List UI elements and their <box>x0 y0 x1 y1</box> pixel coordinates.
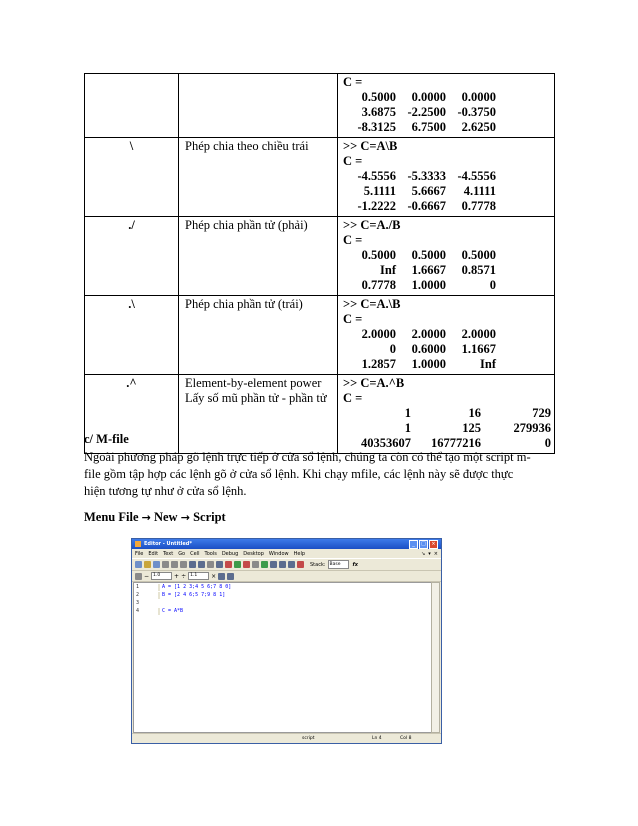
editor-title: Editor - Untitled* <box>144 541 192 547</box>
matrix-cell: 1.0000 <box>411 278 446 292</box>
operator-row <box>85 217 555 296</box>
matrix-cell: 6.7500 <box>411 120 446 134</box>
undo-icon[interactable] <box>189 561 196 568</box>
stack-select[interactable]: Base <box>328 560 349 569</box>
operator-example <box>338 74 555 138</box>
breakpoint-gutter[interactable] <box>158 584 160 591</box>
example-command: >> C=A.^B <box>343 376 405 390</box>
matrix-cell: 1.0000 <box>411 357 446 371</box>
operator-row <box>85 375 555 454</box>
menu-cell[interactable]: Cell <box>190 550 200 557</box>
copy-icon[interactable] <box>171 561 178 568</box>
open-folder-icon[interactable] <box>144 561 151 568</box>
stack-label: Stack: <box>310 561 326 568</box>
matrix-cell: 16777216 <box>431 436 481 450</box>
line-number: 4 <box>136 608 140 614</box>
vertical-scrollbar[interactable] <box>431 582 440 733</box>
example-command: >> C=A.\B <box>343 297 401 311</box>
cell-increment-field[interactable]: 1.1 <box>188 572 209 580</box>
matrix-cell: 2.0000 <box>411 327 446 341</box>
exit-debug-icon[interactable] <box>297 561 304 568</box>
line-number: 3 <box>136 600 140 606</box>
matrix-cell: 0.5000 <box>411 248 446 262</box>
code-line <box>134 599 431 607</box>
matrix-cell: 0.5000 <box>361 90 396 104</box>
code-text: A = [1 2 3;4 5 6;7 8 0] <box>162 584 232 590</box>
cut-icon[interactable] <box>162 561 169 568</box>
find-icon[interactable] <box>216 561 223 568</box>
line-number: 2 <box>136 592 140 598</box>
matrix-cell: -4.5556 <box>457 169 496 183</box>
paste-icon[interactable] <box>180 561 187 568</box>
result-matrix <box>343 406 554 451</box>
operator-table <box>84 73 555 454</box>
matlab-editor-icon <box>135 541 141 547</box>
menu-path <box>84 510 226 525</box>
matrix-row <box>343 342 554 357</box>
matrix-cell: 16 <box>468 406 481 420</box>
result-label: C = <box>343 233 363 247</box>
cell-toolbar <box>132 571 441 582</box>
status-line <box>372 736 382 741</box>
editor-statusbar <box>132 733 441 743</box>
operator-row <box>85 74 555 138</box>
step-out-icon[interactable] <box>288 561 295 568</box>
operator-symbol: .^ <box>85 375 179 454</box>
menu-desktop[interactable]: Desktop <box>243 550 264 557</box>
matrix-cell: 0 <box>544 436 551 450</box>
menu-help[interactable]: Help <box>293 550 306 557</box>
matrix-row <box>343 199 554 214</box>
matrix-cell: 125 <box>462 421 481 435</box>
code-area[interactable] <box>133 582 432 733</box>
matrix-cell: 0 <box>389 342 396 356</box>
matrix-row <box>343 90 554 105</box>
forward-icon[interactable] <box>234 561 241 568</box>
matrix-cell: 1 <box>404 406 411 420</box>
undock-icon[interactable]: ↘ <box>421 550 426 557</box>
back-icon[interactable] <box>225 561 232 568</box>
maximize-icon[interactable]: □ <box>419 540 428 549</box>
section-heading: c/ M-file <box>84 432 129 446</box>
result-label: C = <box>343 312 363 326</box>
status-col-label: Col <box>400 736 408 741</box>
matrix-cell: 2.0000 <box>461 327 496 341</box>
description-line: Phép chia phần tử (trái) <box>185 297 303 311</box>
operator-description <box>179 138 338 217</box>
description-line: Lấy số mũ phần tử - phần tử <box>185 391 327 405</box>
menu-file[interactable]: File <box>135 550 144 557</box>
cell-eval-advance-icon[interactable] <box>227 573 234 580</box>
matrix-row <box>343 184 554 199</box>
menubar-window-controls <box>421 551 438 557</box>
result-matrix <box>343 248 554 293</box>
result-matrix <box>343 327 554 372</box>
breakpoint-gutter[interactable] <box>158 608 160 615</box>
status-line-label: Ln <box>372 736 378 741</box>
minimize-icon[interactable]: _ <box>409 540 418 549</box>
save-icon[interactable] <box>153 561 160 568</box>
code-line <box>134 607 431 615</box>
dock-icon[interactable]: ▾ <box>428 550 431 557</box>
matrix-cell: 0.8571 <box>461 263 496 277</box>
minus-icon[interactable]: − <box>144 572 150 580</box>
code-text: C = A*B <box>162 608 184 614</box>
result-label: C = <box>343 391 363 405</box>
paragraph-line: file gồm tập hợp các lệnh gõ ở cửa sổ lệnh. Khi chạy mfile, các lệnh này sẽ được thực <box>84 467 514 481</box>
matrix-cell: 5.6667 <box>411 184 446 198</box>
status-file-type: script <box>302 736 315 741</box>
matrix-cell: 1.1667 <box>461 342 496 356</box>
matrix-cell: 0.7778 <box>361 278 396 292</box>
cell-eval-icon[interactable] <box>218 573 225 580</box>
operator-example <box>338 375 555 454</box>
matrix-cell: 1.6667 <box>411 263 446 277</box>
divide-icon[interactable]: ÷ <box>181 572 187 580</box>
line-number: 1 <box>136 584 140 590</box>
operator-symbol: ./ <box>85 217 179 296</box>
step-icon[interactable] <box>270 561 277 568</box>
operator-description <box>179 296 338 375</box>
breakpoint-icon[interactable] <box>243 561 250 568</box>
menu-text[interactable]: Text <box>163 550 174 557</box>
menu-tools[interactable]: Tools <box>204 550 217 557</box>
menu-window[interactable]: Window <box>268 550 289 557</box>
description-line: Phép chia theo chiều trái <box>185 139 309 153</box>
matrix-row <box>343 278 554 293</box>
matrix-cell: 729 <box>532 406 551 420</box>
matrix-cell: -0.6667 <box>407 199 446 213</box>
step-in-icon[interactable] <box>279 561 286 568</box>
right-arrow-icon: → <box>141 511 151 524</box>
result-matrix <box>343 169 554 214</box>
matrix-row <box>343 421 554 436</box>
operator-symbol: \ <box>85 138 179 217</box>
matrix-cell: 2.0000 <box>361 327 396 341</box>
menu-debug[interactable]: Debug <box>221 550 239 557</box>
code-line <box>134 583 431 591</box>
matrix-cell: 1.2857 <box>361 357 396 371</box>
operator-symbol: .\ <box>85 296 179 375</box>
matrix-cell: -1.2222 <box>357 199 396 213</box>
matrix-row <box>343 120 554 135</box>
matrix-cell: -2.2500 <box>407 105 446 119</box>
matrix-cell: 0 <box>489 278 496 292</box>
matrix-cell: 0.0000 <box>411 90 446 104</box>
matrix-cell: 279936 <box>513 421 551 435</box>
cell-decrement-field[interactable]: 1.0 <box>151 572 172 580</box>
breakpoint-gutter[interactable] <box>158 592 160 599</box>
result-matrix <box>343 90 554 135</box>
matrix-cell: -5.3333 <box>407 169 446 183</box>
menu-path-script: Script <box>189 510 226 524</box>
matrix-cell: Inf <box>480 357 496 371</box>
operator-table-body <box>85 74 555 454</box>
description-line: Element-by-element power <box>185 376 322 390</box>
plus-icon[interactable]: + <box>174 572 180 580</box>
matrix-row <box>343 357 554 372</box>
operator-description <box>179 217 338 296</box>
matrix-row <box>343 169 554 184</box>
editor-menubar <box>132 549 441 558</box>
result-label: C = <box>343 154 363 168</box>
cell-mode-icon[interactable] <box>135 573 142 580</box>
matrix-cell: 1 <box>404 421 411 435</box>
menu-path-file: Menu File <box>84 510 142 524</box>
description-line: Phép chia phần tử (phải) <box>185 218 308 232</box>
result-label: C = <box>343 75 363 89</box>
operator-description <box>179 74 338 138</box>
matrix-row <box>343 263 554 278</box>
clear-breakpoints-icon[interactable] <box>252 561 259 568</box>
close-doc-icon[interactable]: × <box>433 550 438 557</box>
status-col <box>400 736 411 741</box>
example-command: >> C=A\B <box>343 139 398 153</box>
editor-titlebar <box>132 539 441 549</box>
matrix-row <box>343 406 554 421</box>
matrix-cell: -0.3750 <box>457 105 496 119</box>
operator-example <box>338 217 555 296</box>
right-arrow-icon: → <box>180 511 190 524</box>
matrix-cell: 4.1111 <box>463 184 496 198</box>
operator-row <box>85 296 555 375</box>
menu-path-new: New <box>150 510 181 524</box>
matrix-cell: 0.5000 <box>361 248 396 262</box>
section-paragraph <box>84 449 554 500</box>
code-line <box>134 591 431 599</box>
print-icon[interactable] <box>207 561 214 568</box>
menu-edit[interactable]: Edit <box>148 550 159 557</box>
editor-window <box>131 538 442 744</box>
example-command: >> C=A./B <box>343 218 401 232</box>
matrix-cell: 3.6875 <box>361 105 396 119</box>
status-line-value: 4 <box>378 736 382 741</box>
matrix-row <box>343 105 554 120</box>
menu-go[interactable]: Go <box>178 550 186 557</box>
redo-icon[interactable] <box>198 561 205 568</box>
operator-example <box>338 296 555 375</box>
matrix-cell: 0.5000 <box>461 248 496 262</box>
matrix-cell: 40353607 <box>361 436 411 450</box>
close-icon[interactable]: × <box>429 540 438 549</box>
matrix-cell: 5.1111 <box>363 184 396 198</box>
matrix-cell: 0.6000 <box>411 342 446 356</box>
code-text: B = [2 4 6;5 7;9 8 1] <box>162 592 226 598</box>
editor-toolbar <box>132 558 441 571</box>
operator-example <box>338 138 555 217</box>
status-col-value: 8 <box>408 736 412 741</box>
matrix-cell: Inf <box>380 263 396 277</box>
matrix-row <box>343 327 554 342</box>
operator-symbol <box>85 74 179 138</box>
paragraph-line: Ngoài phương pháp gõ lệnh trực tiếp ở cửa sổ lệnh, chúng ta còn có thể tạo một script m- <box>84 450 531 464</box>
matrix-row <box>343 248 554 263</box>
matrix-cell: -4.5556 <box>357 169 396 183</box>
operator-description <box>179 375 338 454</box>
operator-row <box>85 138 555 217</box>
multiply-icon[interactable]: × <box>211 572 217 580</box>
matrix-cell: 2.6250 <box>461 120 496 134</box>
fx-icon[interactable]: fx <box>352 561 358 568</box>
run-icon[interactable] <box>261 561 268 568</box>
matrix-cell: -8.3125 <box>357 120 396 134</box>
new-file-icon[interactable] <box>135 561 142 568</box>
matrix-cell: 0.0000 <box>461 90 496 104</box>
matrix-cell: 0.7778 <box>461 199 496 213</box>
paragraph-line: hiện tương tự như ở cửa sổ lệnh. <box>84 484 247 498</box>
